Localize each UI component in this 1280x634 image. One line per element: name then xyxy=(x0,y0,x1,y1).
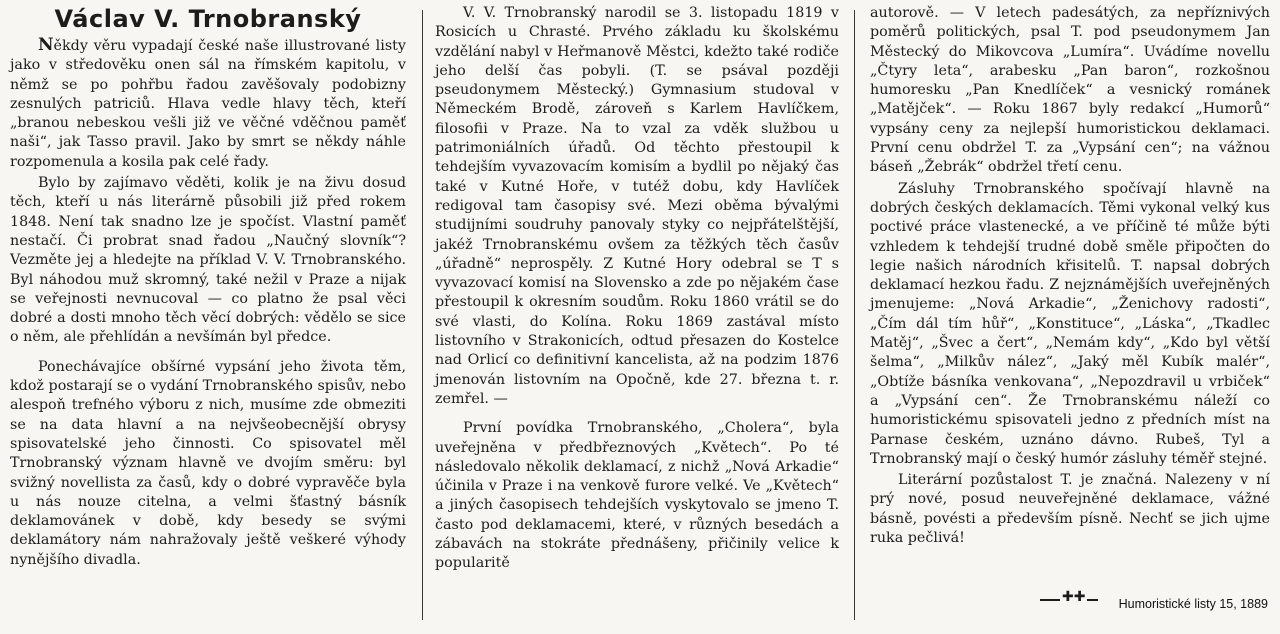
paragraph: autorově. — V letech padesátých, za nepříznivých poměrů politických, psal T. pod pseudonymem Jan Městecký do Mikovcova „Lumíra“. Uvádíme novellu „Čtyry leta“, arabesku „Pan baron“, rozkošnou humoresku „Pan Knedlíček“ a vesnický románek „Matějček“. — Roku 1867 byly redakcí „Humorů“ vypsány ceny za nejlepší humoristickou deklamaci. První cenu obdržel T. za „Vypsání cen“; na vážnou báseň „Žebrák“ obdržel třetí cenu. xyxy=(870,5,1270,176)
paragraph: V. V. Trnobranský narodil se 3. listopadu 1819 v Rosicích u Chrasté. Prvého základu ku školskému vzdělání nabyl v Heřmanově Městci, kdežto také rodiče jeho delší čas pobyli. (T. se psával později pseudonymem Městecký.) Gymnasium studoval v Německém Brodě, zároveň s Karlem Havlíčkem, filosofii v Praze. Na to vzal za vděk službou u patrimoniálních úřadů. Od těchto přestoupil k tehdejším vyvazovacím komisím a bydlil po nějaký čas také v Kutné Hoře, v tutéž dobu, kdy Havlíček redigoval tam časopisy své. Mezi oběma bývalými studijními soudruhy panovaly styky co nejpřátelštější, jakéž Trnobranskému ovšem za těžkých těch časův „úřadně“ neprospěly. Z Kutné Hory odebral se T s vyvazovací komisí na Slovensko a zde po nějakém čase přestoupil k okresním soudům. Roku 1860 vrátil se do své vlasti, do Kolína. Roku 1869 zastával místo listovního v Strakonicích, odtud přesazen do Kostelce nad Orlicí co definitivní kancelista, až na podzim 1876 jmenován listovním na Opočně, kde 27. března t. r. zemřel. — xyxy=(435,5,839,407)
article-title: Václav V. Trnobranský xyxy=(54,5,362,33)
paragraph xyxy=(10,36,406,172)
paragraph: Zásluhy Trnobranského spočívají hlavně na dobrých českých deklamacích. Těmi vykonal velký kus poctivé práce vlastenecké, a ve příčině té může býti vzhledem k tehdejší trudné době směle připočten do legie našich národních křisitelů. T. napsal dobrých deklamací hezkou řadu. Z nejznámějších uveřejněných jmenujeme: „Nová Arkadie“, „Ženichovy radosti“, „Čím dál tím hůř“, „Konstituce“, „Láska“, „Tkadlec Matěj“, „Švec a čert“, „Nemám kdy“, „Kdo byl větší šelma“, „Milkův nález“, „Jaký měl Kubík malér“, „Obtíže básníka venkovana“, „Nepozdravil u vrbiček“ a „Vypsání cen“. Že Trnobranskému náleží co humoristickému spisovateli jedno z předních míst na Parnase českém, uznáno dávno. Rubeš, Tyl a Trnobranský mají o český humór zásluhy téměř stejné. xyxy=(870,180,1270,467)
column-divider xyxy=(854,10,855,620)
paragraph: Ponechávajíce obšírné vypsání jeho života těm, kdož postarají se o vydání Trnobranského spisův, nebo alespoň trefného výboru z nich, musíme zde obmeziti se na data hlavní a na nejvšeobecnější obrysy spisovatelské jeho činnosti. Co spisovatel měl Trnobranský význam hlavně ve dvojím směru: byl svižný novellista za časů, kdy o dobré vypravěče byla u nás nouze citelna, a velmi šťastný básník deklamovánek v době, kdy besedy se svými deklamátory nám nahražovaly ještě veškeré výhody nynějšího divadla. xyxy=(10,358,406,568)
drop-cap: N xyxy=(38,35,54,55)
column-divider xyxy=(422,10,423,620)
column-2 xyxy=(435,4,839,574)
paragraph: Literární pozůstalost T. je značná. Nalezeny v ní prý nové, posud neuveřejněné deklamace, vážné básně, povésti a především písně. Nechť se jich ujme ruka pečlivá! xyxy=(870,472,1270,547)
paragraph: Bylo by zajímavo věděti, kolik je na živu dosud těch, kteří u nás literárně působili již před rokem 1848. Není tak snadno lze je spočíst. Vlastní paměť nestačí. Či probrat snad řadou „Naučný slovník“? Vezměte jej a hledejte na příklad V. V. Trnobranského. Byl náhodou muž skromný, také nežil v Praze a nijak se veřejnosti nevnucoval — co platno že psal věci dobré a dosti mnoho těch věcí dobrých: vědělo se sice o něm, ale přehlídán a nevšímán byl předce. xyxy=(10,175,406,346)
paragraph-text: ěkdy věru vypadají české naše illustrované listy jako v středověku onen sál na římském kapitolu, v němž se po pohřbu řadou zavěšovaly podobizny zesnulých patriciů. Hlava vedle hlavy těch, kteří „branou nebeskou vešli již ve věčné vděčnou paměť naši“, jak Tasso pravil. Jako by smrt se někdy náhle rozpomenula a kosila pak celé řady. xyxy=(10,38,406,170)
ornament-icon: ✚✚ xyxy=(1062,589,1086,605)
source-caption: Humoristické listy 15, 1889 xyxy=(1118,597,1268,611)
column-3 xyxy=(870,4,1270,548)
column-1 xyxy=(10,4,406,570)
paragraph: První povídka Trnobranského, „Cholera“, byla uveřejněna v předbřeznových „Květech“. Po té následovalo několik deklamací, z nichž „Nová Arkadie“ účinila v Praze i na venkově furore velké. Ve „Květech“ a jiných časopisech tehdejších vyskytovalo se jmeno T. často pod deklamacemi, které, v různých besedách a zábavách na stokráte přednášeny, přičinily velice k popularitě xyxy=(435,420,839,572)
end-ornament xyxy=(1040,589,1098,606)
